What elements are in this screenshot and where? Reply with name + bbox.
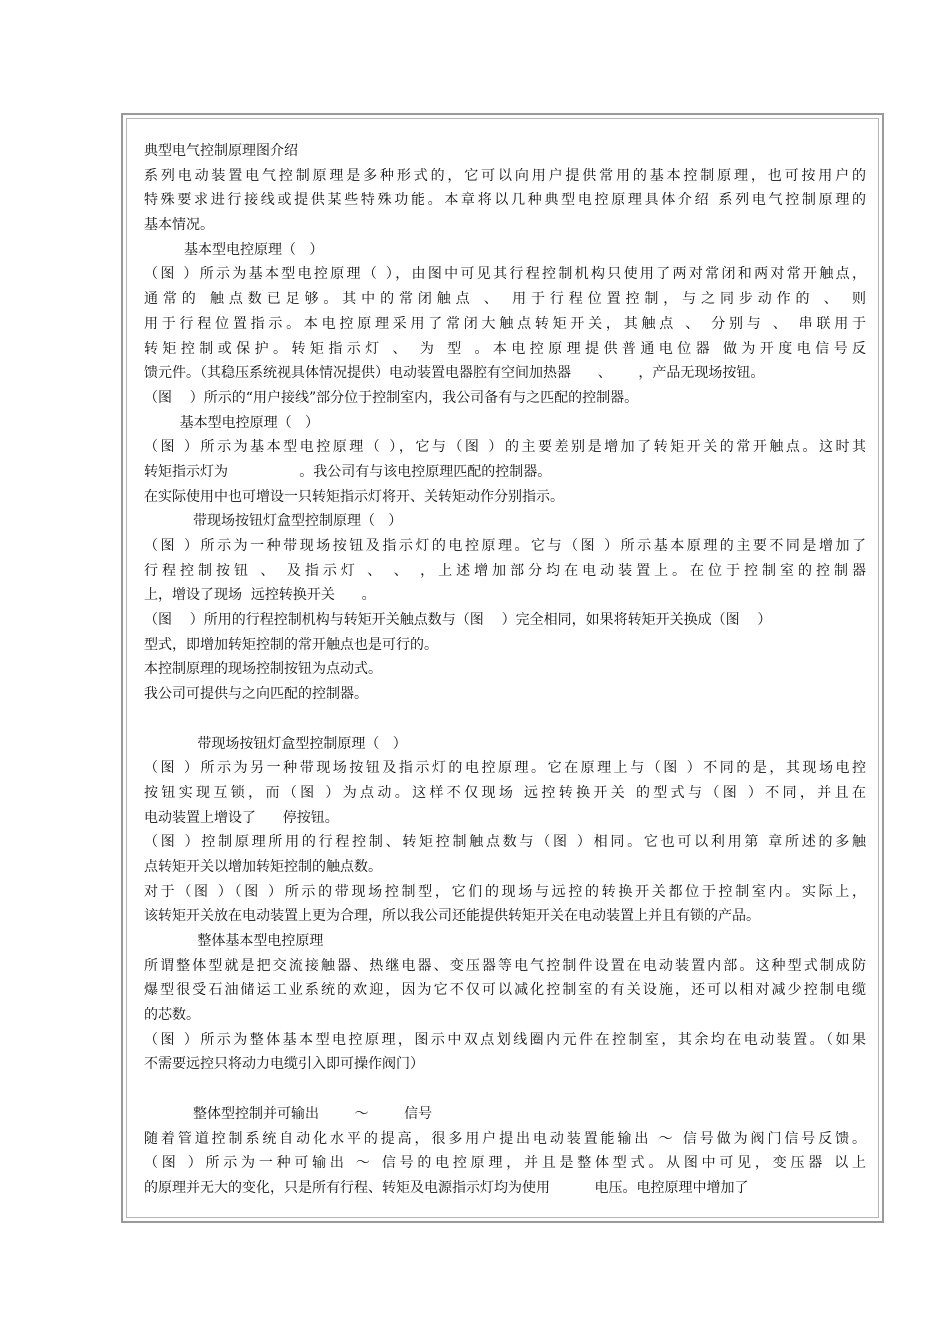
text-line: 上，增设了现场 远控转换开关 。 — [144, 587, 376, 604]
text-line: 带现场按钮灯盒型控制原理（ ） — [144, 513, 403, 530]
document-body — [144, 139, 866, 1201]
text-line: 转矩指示灯为 。我公司有与该电控原理匹配的控制器。 — [144, 463, 552, 480]
text-line: 对于（图 ）（图 ）所示的带现场控制型，它们的现场与远控的转换开关都位于控制室内。实际上， — [144, 883, 866, 900]
text-line: 带现场按钮灯盒型控制原理（ ） — [144, 735, 407, 752]
text-line: 点转矩开关以增加转矩控制的触点数。 — [144, 858, 382, 875]
text-line: 基本型电控原理（ ） — [144, 241, 324, 258]
text-line: （图 ）所示为基本型电控原理（ ），由图中可见其行程控制机构只使用了两对常闭和两对常开触点， — [144, 266, 866, 283]
text-line: 系列电动装置电气控制原理是多种形式的，它可以向用户提供常用的基本控制原理，也可按用户的 — [144, 167, 866, 184]
text-line: （图 ）所示为一种带现场按钮及指示灯的电控原理。它与（图 ）所示基本原理的主要不同是增加了 — [144, 538, 866, 554]
text-line: 爆型很受石油储运工业系统的欢迎，因为它不仅可以减化控制室的有关设施，还可以相对减少控制电缆 — [144, 982, 866, 999]
text-line: 在实际使用中也可增设一只转矩指示灯将开、关转矩动作分别指示。 — [144, 488, 564, 505]
text-line: 电动装置上增设了 停按钮。 — [144, 809, 339, 826]
text-line — [144, 1077, 866, 1102]
text-line: 通常的 触点数已足够。其中的常闭触点 、 用于行程位置控制，与之同步动作的 、 则 — [144, 291, 866, 308]
text-line: 基本型电控原理（ ） — [144, 414, 319, 431]
text-line: （图 ）所用的行程控制机构与转矩开关触点数与（图 ）完全相同，如果将转矩开关换成（图 ） — [144, 612, 772, 629]
text-line: 用于行程位置指示。本电控原理采用了常闭大触点转矩开关，其触点 、 分别与 、 串联用于 — [144, 315, 866, 332]
text-line: 不需要远控只将动力电缆引入即可操作阀门） — [144, 1056, 424, 1073]
text-line: 整体基本型电控原理 — [144, 933, 324, 949]
text-line: 馈元件。（其稳压系统视具体情况提供）电动装置电器腔有空间加热器 、 ，产品无现场按钮。 — [144, 365, 765, 382]
text-line: （图 ）控制原理所用的行程控制、转矩控制触点数与（图 ）相同。它也可以利用第 章所述的多触 — [144, 834, 866, 851]
text-line: 型式，即增加转矩控制的常开触点也是可行的。 — [144, 636, 438, 653]
text-line — [144, 707, 866, 732]
text-line: （图 ）所示为一种可输出 ～ 信号的电控原理，并且是整体型式。从图中可见，变压器 以上 — [144, 1155, 866, 1172]
text-line: （图 ）所示为基本型电控原理（ ），它与（图 ）的主要差别是增加了转矩开关的常开触点。这时其 — [144, 439, 866, 456]
text-line: 按钮实现互锁，而（图 ）为点动。这样不仅现场 远控转换开关 的型式与（图 ）不同，并且在 — [144, 784, 866, 801]
text-line: 特殊要求进行接线或提供某些特殊功能。本章将以几种典型电控原理具体介绍 系列电气控制原理的 — [144, 192, 866, 209]
text-line: 本控制原理的现场控制按钮为点动式。 — [144, 661, 382, 678]
text-line: 我公司可提供与之向匹配的控制器。 — [144, 686, 368, 703]
text-line: 整体型控制并可输出 ～ 信号 — [144, 1105, 433, 1122]
text-line: （图 ）所示为另一种带现场按钮及指示灯的电控原理。它在原理上与（图 ）不同的是，其现场电控 — [144, 760, 866, 777]
text-line: 转矩控制或保护。转矩指示灯 、 为 型 。本电控原理提供普通电位器 做为开度电信号反 — [144, 340, 866, 357]
text-line: （图 ）所示的“用户接线”部分位于控制室内，我公司备有与之匹配的控制器。 — [144, 389, 639, 406]
text-line: 典型电气控制原理图介绍 — [144, 143, 298, 159]
text-line: 随着管道控制系统自动化水平的提高，很多用户提出电动装置能输出 ～ 信号做为阀门信号反馈。 — [144, 1130, 866, 1147]
text-line: 的原理并无大的变化，只是所有行程、转矩及电源指示灯均为使用 电压。电控原理中增加了 — [144, 1179, 749, 1196]
text-line: 的芯数。 — [144, 1007, 200, 1024]
text-line: 所谓整体型就是把交流接触器、热继电器、变压器等电气控制件设置在电动装置内部。这种型式制成防 — [144, 957, 866, 974]
text-line: 基本情况。 — [144, 217, 214, 234]
text-line: 该转矩开关放在电动装置上更为合理，所以我公司还能提供转矩开关在电动装置上并且有锁的产品。 — [144, 908, 760, 925]
text-line: 行程控制按钮 、 及指示灯 、 、 ，上述增加部分均在电动装置上。在位于控制室的控制器 — [144, 562, 866, 579]
text-line: （图 ）所示为整体基本型电控原理，图示中双点划线圈内元件在控制室，其余均在电动装置。（如果 — [144, 1031, 866, 1048]
